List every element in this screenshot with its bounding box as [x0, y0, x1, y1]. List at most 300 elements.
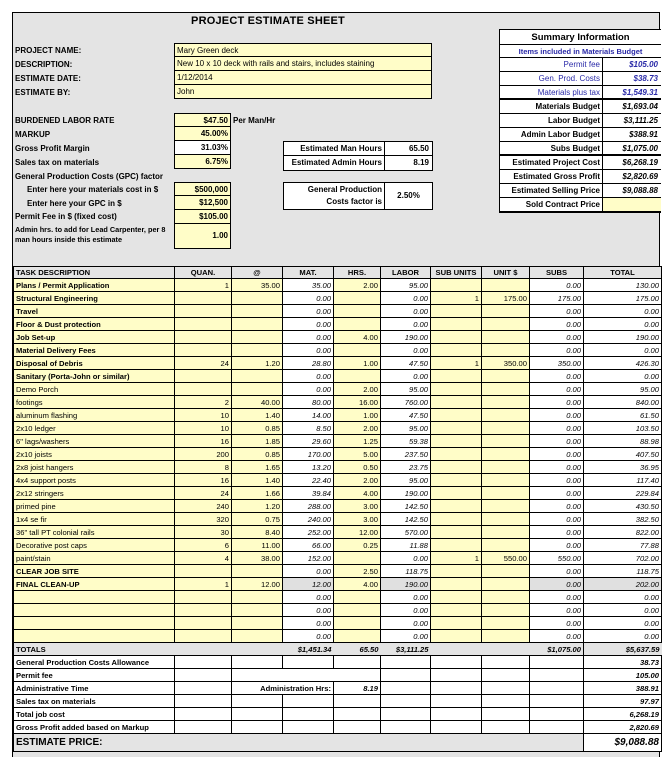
hours-cell[interactable] [334, 292, 381, 305]
task-description-cell[interactable]: Structural Engineering [14, 292, 175, 305]
hours-cell[interactable]: 2.00 [334, 279, 381, 292]
quantity-cell[interactable]: 2 [175, 396, 232, 409]
quantity-cell[interactable]: 1 [175, 578, 232, 591]
summary-row [500, 170, 661, 184]
sub-units-cell[interactable] [431, 448, 482, 461]
total-job-cost-value: 6,268.19 [584, 708, 662, 721]
task-description-cell[interactable]: Decorative post caps [14, 539, 175, 552]
summary-row-label: Admin Labor Budget [500, 128, 603, 141]
gpc-factor-value: 2.50% [397, 191, 420, 200]
labor-cell: 59.38 [381, 435, 431, 448]
unit-price-cell[interactable]: 40.00 [232, 396, 283, 409]
unit-cost-cell[interactable] [482, 422, 530, 435]
unit-price-cell[interactable] [232, 565, 283, 578]
task-description-cell[interactable]: 2x8 joist hangers [14, 461, 175, 474]
quantity-cell[interactable] [175, 604, 232, 617]
quantity-cell[interactable]: 1 [175, 279, 232, 292]
unit-cost-cell[interactable]: 550.00 [482, 552, 530, 565]
subs-cell: 0.00 [530, 578, 584, 591]
unit-price-cell[interactable]: 0.85 [232, 448, 283, 461]
table-row [14, 513, 662, 526]
hours-cell[interactable] [334, 305, 381, 318]
total-cell: 840.00 [584, 396, 662, 409]
quantity-cell[interactable]: 16 [175, 474, 232, 487]
quantity-cell[interactable]: 24 [175, 487, 232, 500]
summary-row [500, 128, 661, 142]
unit-price-cell[interactable] [232, 331, 283, 344]
hours-cell[interactable]: 3.00 [334, 500, 381, 513]
totals-hours: 65.50 [334, 643, 381, 656]
hours-cell[interactable]: 2.00 [334, 474, 381, 487]
gpc-allowance-label: General Production Costs Allowance [14, 656, 175, 669]
permit-fee-field[interactable]: $105.00 [174, 210, 231, 224]
labor-cell: 0.00 [381, 292, 431, 305]
subs-cell: 0.00 [530, 630, 584, 643]
col-header-sub-units: SUB UNITS [431, 267, 482, 279]
materials-cell: 0.00 [283, 331, 334, 344]
unit-cost-cell[interactable] [482, 344, 530, 357]
gross-profit-value: 2,820.69 [584, 721, 662, 734]
man-hours-value: 65.50 [408, 144, 429, 153]
hours-cell[interactable] [334, 370, 381, 383]
total-cell: 430.50 [584, 500, 662, 513]
materials-cost-label: Enter here your materials cost in $ [27, 185, 159, 194]
task-description-cell[interactable] [14, 591, 175, 604]
admin-time-row [14, 682, 662, 695]
materials-cell: 152.00 [283, 552, 334, 565]
subs-cell: 0.00 [530, 305, 584, 318]
hours-cell[interactable]: 4.00 [334, 578, 381, 591]
markup-field[interactable]: 45.00% [174, 127, 231, 141]
unit-cost-cell[interactable] [482, 604, 530, 617]
unit-cost-cell[interactable] [482, 526, 530, 539]
labor-cell: 118.75 [381, 565, 431, 578]
totals-labor: $3,111.25 [381, 643, 431, 656]
col-header-subs: SUBS [530, 267, 584, 279]
admin-hours-label: Estimated Admin Hours [284, 156, 385, 170]
task-description-cell[interactable]: Travel [14, 305, 175, 318]
unit-price-cell[interactable] [232, 292, 283, 305]
labor-cell: 23.75 [381, 461, 431, 474]
unit-cost-cell[interactable] [482, 565, 530, 578]
quantity-cell[interactable] [175, 617, 232, 630]
unit-price-cell[interactable]: 1.65 [232, 461, 283, 474]
totals-label: TOTALS [14, 643, 175, 656]
labor-cell: 0.00 [381, 344, 431, 357]
hours-cell[interactable]: 1.00 [334, 409, 381, 422]
summary-row-label: Estimated Gross Profit [500, 170, 603, 183]
subs-cell: 0.00 [530, 539, 584, 552]
labor-cell: 95.00 [381, 422, 431, 435]
sub-units-cell[interactable] [431, 331, 482, 344]
task-description-cell[interactable]: aluminum flashing [14, 409, 175, 422]
unit-price-cell[interactable] [232, 617, 283, 630]
sub-units-cell[interactable] [431, 318, 482, 331]
sub-units-cell[interactable]: 1 [431, 357, 482, 370]
estimate-by-label: ESTIMATE BY: [15, 88, 71, 97]
sub-units-cell[interactable] [431, 591, 482, 604]
admin-hrs-field[interactable]: 1.00 [174, 224, 231, 249]
unit-price-cell[interactable]: 0.75 [232, 513, 283, 526]
summary-row-value: $388.91 [629, 130, 658, 139]
quantity-cell[interactable]: 6 [175, 539, 232, 552]
total-cell: 0.00 [584, 617, 662, 630]
materials-cell: 29.60 [283, 435, 334, 448]
subs-cell: 0.00 [530, 487, 584, 500]
table-row [14, 409, 662, 422]
subs-cell: 0.00 [530, 331, 584, 344]
quantity-cell[interactable] [175, 565, 232, 578]
task-description-cell[interactable] [14, 604, 175, 617]
table-row [14, 435, 662, 448]
summary-row-value: $1,549.31 [622, 88, 658, 97]
description-label: DESCRIPTION: [15, 60, 73, 69]
task-description-cell[interactable]: 36" tall PT colonial rails [14, 526, 175, 539]
estimate-by-field[interactable]: John [174, 85, 432, 99]
materials-cell: 28.80 [283, 357, 334, 370]
quantity-cell[interactable]: 240 [175, 500, 232, 513]
unit-cost-cell[interactable] [482, 513, 530, 526]
subs-cell: 550.00 [530, 552, 584, 565]
unit-cost-cell[interactable] [482, 370, 530, 383]
sub-units-cell[interactable] [431, 565, 482, 578]
task-description-cell[interactable]: 6" lags/washers [14, 435, 175, 448]
sub-units-cell[interactable] [431, 487, 482, 500]
unit-price-cell[interactable]: 12.00 [232, 578, 283, 591]
subs-cell: 0.00 [530, 396, 584, 409]
summary-row-value: $1,693.04 [622, 102, 658, 111]
summary-row-value: $3,111.25 [623, 116, 658, 125]
gpc-factor-label-line2: Costs factor is [326, 197, 382, 206]
labor-cell: 11.88 [381, 539, 431, 552]
unit-cost-cell[interactable] [482, 448, 530, 461]
labor-cell: 142.50 [381, 500, 431, 513]
summary-row-label: Gen. Prod. Costs [500, 72, 603, 85]
task-description-cell[interactable]: 1x4 se fir [14, 513, 175, 526]
unit-cost-cell[interactable] [482, 435, 530, 448]
unit-cost-cell[interactable] [482, 383, 530, 396]
permit-fee-label: Permit Fee in $ (fixed cost) [15, 212, 117, 221]
sub-units-cell[interactable] [431, 409, 482, 422]
materials-cell: 252.00 [283, 526, 334, 539]
col-header-unit-price: @ [232, 267, 283, 279]
estimate-date-field[interactable]: 1/12/2014 [174, 71, 432, 85]
quantity-cell[interactable] [175, 383, 232, 396]
sub-units-cell[interactable] [431, 383, 482, 396]
unit-price-cell[interactable]: 1.20 [232, 357, 283, 370]
summary-row-value: $105.00 [629, 60, 658, 69]
total-cell: 0.00 [584, 305, 662, 318]
unit-cost-cell[interactable] [482, 409, 530, 422]
admin-hours-value: 8.19 [413, 158, 429, 167]
hours-cell[interactable]: 0.50 [334, 461, 381, 474]
unit-cost-cell[interactable] [482, 305, 530, 318]
unit-price-cell[interactable] [232, 344, 283, 357]
total-cell: 202.00 [584, 578, 662, 591]
hours-cell[interactable]: 2.00 [334, 383, 381, 396]
estimate-date-label: ESTIMATE DATE: [15, 74, 81, 83]
task-description-cell[interactable]: FINAL CLEAN-UP [14, 578, 175, 591]
labor-cell: 0.00 [381, 630, 431, 643]
summary-row [500, 58, 661, 72]
sold-contract-price-field[interactable] [603, 198, 661, 211]
unit-cost-cell[interactable] [482, 474, 530, 487]
sub-units-cell[interactable]: 1 [431, 552, 482, 565]
task-description-cell[interactable]: Floor & Dust protection [14, 318, 175, 331]
quantity-cell[interactable]: 16 [175, 435, 232, 448]
sub-units-cell[interactable] [431, 279, 482, 292]
hours-cell[interactable]: 0.25 [334, 539, 381, 552]
sub-units-cell[interactable] [431, 305, 482, 318]
task-description-cell[interactable]: CLEAR JOB SITE [14, 565, 175, 578]
unit-price-cell[interactable]: 1.85 [232, 435, 283, 448]
subs-cell: 0.00 [530, 383, 584, 396]
total-cell: 117.40 [584, 474, 662, 487]
task-description-cell[interactable]: 2x10 ledger [14, 422, 175, 435]
hours-box [283, 141, 433, 171]
unit-price-cell[interactable]: 1.40 [232, 409, 283, 422]
unit-cost-cell[interactable] [482, 630, 530, 643]
sub-units-cell[interactable] [431, 474, 482, 487]
quantity-cell[interactable]: 320 [175, 513, 232, 526]
task-description-cell[interactable]: Sanitary (Porta-John or similar) [14, 370, 175, 383]
quantity-cell[interactable] [175, 344, 232, 357]
unit-cost-cell[interactable] [482, 279, 530, 292]
summary-row-value: $6,268.19 [622, 158, 658, 167]
summary-row-value: $9,088.88 [622, 186, 658, 195]
task-description-cell[interactable]: Demo Porch [14, 383, 175, 396]
hours-cell[interactable] [334, 552, 381, 565]
sub-units-cell[interactable] [431, 630, 482, 643]
unit-cost-cell[interactable] [482, 331, 530, 344]
sub-units-cell[interactable] [431, 435, 482, 448]
materials-cell: 12.00 [283, 578, 334, 591]
unit-price-cell[interactable]: 8.40 [232, 526, 283, 539]
unit-price-cell[interactable]: 1.40 [232, 474, 283, 487]
materials-cell: 80.00 [283, 396, 334, 409]
summary-row-value: $2,820.69 [622, 172, 658, 181]
materials-cell: 0.00 [283, 604, 334, 617]
task-description-cell[interactable]: footings [14, 396, 175, 409]
subs-cell: 175.00 [530, 292, 584, 305]
hours-cell[interactable]: 12.00 [334, 526, 381, 539]
project-name-field[interactable]: Mary Green deck [174, 43, 432, 57]
unit-price-cell[interactable]: 38.00 [232, 552, 283, 565]
hours-cell[interactable] [334, 318, 381, 331]
sub-units-cell[interactable] [431, 539, 482, 552]
subs-cell: 0.00 [530, 513, 584, 526]
hours-cell[interactable]: 4.00 [334, 487, 381, 500]
hours-cell[interactable] [334, 604, 381, 617]
labor-cell: 760.00 [381, 396, 431, 409]
total-cell: 0.00 [584, 604, 662, 617]
table-header-row [14, 267, 662, 279]
total-cell: 0.00 [584, 344, 662, 357]
summary-row-label: Estimated Selling Price [500, 184, 603, 197]
materials-cell: 0.00 [283, 383, 334, 396]
sub-units-cell[interactable] [431, 396, 482, 409]
labor-cell: 95.00 [381, 279, 431, 292]
unit-cost-cell[interactable] [482, 396, 530, 409]
labor-cell: 0.00 [381, 318, 431, 331]
quantity-cell[interactable]: 30 [175, 526, 232, 539]
task-description-cell[interactable] [14, 630, 175, 643]
quantity-cell[interactable]: 10 [175, 409, 232, 422]
unit-cost-cell[interactable] [482, 617, 530, 630]
hours-cell[interactable]: 3.00 [334, 513, 381, 526]
unit-cost-cell[interactable] [482, 591, 530, 604]
gpc-factor-label-line1: General Production [307, 185, 382, 194]
sub-units-cell[interactable] [431, 344, 482, 357]
unit-price-cell[interactable]: 11.00 [232, 539, 283, 552]
summary-row-label: Subs Budget [500, 142, 603, 154]
table-row [14, 331, 662, 344]
quantity-cell[interactable]: 24 [175, 357, 232, 370]
task-description-cell[interactable]: primed pine [14, 500, 175, 513]
table-row [14, 461, 662, 474]
subs-cell: 0.00 [530, 370, 584, 383]
subs-cell: 0.00 [530, 500, 584, 513]
hours-cell[interactable] [334, 617, 381, 630]
unit-cost-cell[interactable] [482, 578, 530, 591]
unit-cost-cell[interactable] [482, 318, 530, 331]
table-row [14, 422, 662, 435]
task-description-cell[interactable]: Material Delivery Fees [14, 344, 175, 357]
table-row [14, 448, 662, 461]
gross-profit-label: Gross Profit added based on Markup [14, 721, 175, 734]
admin-hrs-inline-label: Administration Hrs: [232, 682, 334, 695]
unit-price-cell[interactable]: 1.20 [232, 500, 283, 513]
hours-cell[interactable]: 1.25 [334, 435, 381, 448]
unit-price-cell[interactable] [232, 318, 283, 331]
task-description-cell[interactable]: paint/stain [14, 552, 175, 565]
hours-cell[interactable]: 2.50 [334, 565, 381, 578]
quantity-cell[interactable] [175, 630, 232, 643]
task-description-cell[interactable]: 4x4 support posts [14, 474, 175, 487]
unit-price-cell[interactable]: 0.85 [232, 422, 283, 435]
description-field[interactable]: New 10 x 10 deck with rails and stairs, includes staining [174, 57, 432, 71]
quantity-cell[interactable]: 4 [175, 552, 232, 565]
task-description-cell[interactable]: 2x10 joists [14, 448, 175, 461]
sub-units-cell[interactable] [431, 513, 482, 526]
task-description-cell[interactable]: Job Set-up [14, 331, 175, 344]
quantity-cell[interactable]: 8 [175, 461, 232, 474]
sub-units-cell[interactable] [431, 461, 482, 474]
task-description-cell[interactable]: 2x12 stringers [14, 487, 175, 500]
task-description-cell[interactable]: Disposal of Debris [14, 357, 175, 370]
subs-cell: 0.00 [530, 474, 584, 487]
sales-tax-label: Sales tax on materials [15, 158, 100, 167]
table-row [14, 500, 662, 513]
unit-price-cell[interactable] [232, 604, 283, 617]
labor-cell: 190.00 [381, 487, 431, 500]
materials-cell: 0.00 [283, 591, 334, 604]
labor-cell: 95.00 [381, 383, 431, 396]
quantity-cell[interactable] [175, 331, 232, 344]
admin-time-label: Administrative Time [14, 682, 175, 695]
sub-units-cell[interactable] [431, 578, 482, 591]
materials-cell: 13.20 [283, 461, 334, 474]
unit-price-cell[interactable] [232, 305, 283, 318]
labor-cell: 0.00 [381, 604, 431, 617]
quantity-cell[interactable] [175, 591, 232, 604]
sub-units-cell[interactable] [431, 370, 482, 383]
materials-cell: 8.50 [283, 422, 334, 435]
sub-units-cell[interactable]: 1 [431, 292, 482, 305]
total-cell: 822.00 [584, 526, 662, 539]
unit-cost-cell[interactable]: 350.00 [482, 357, 530, 370]
unit-cost-cell[interactable] [482, 487, 530, 500]
quantity-cell[interactable]: 10 [175, 422, 232, 435]
unit-cost-cell[interactable] [482, 500, 530, 513]
hours-cell[interactable]: 2.00 [334, 422, 381, 435]
estimate-price-row [14, 734, 662, 752]
unit-cost-cell[interactable] [482, 461, 530, 474]
unit-cost-cell[interactable]: 175.00 [482, 292, 530, 305]
total-cell: 175.00 [584, 292, 662, 305]
hours-cell[interactable]: 16.00 [334, 396, 381, 409]
materials-cost-field[interactable]: $500,000 [174, 182, 231, 196]
unit-price-cell[interactable] [232, 630, 283, 643]
hours-cell[interactable] [334, 630, 381, 643]
quantity-cell[interactable]: 200 [175, 448, 232, 461]
total-cell: 0.00 [584, 318, 662, 331]
total-cell: 36.95 [584, 461, 662, 474]
materials-cell: 0.00 [283, 370, 334, 383]
hours-cell[interactable] [334, 344, 381, 357]
subs-cell: 0.00 [530, 409, 584, 422]
table-row [14, 370, 662, 383]
labor-rate-field[interactable]: $47.50 [174, 113, 231, 127]
subs-cell: 0.00 [530, 565, 584, 578]
total-cell: 0.00 [584, 591, 662, 604]
task-description-cell[interactable]: Plans / Permit Application [14, 279, 175, 292]
quantity-cell[interactable] [175, 292, 232, 305]
unit-cost-cell[interactable] [482, 539, 530, 552]
quantity-cell[interactable] [175, 318, 232, 331]
table-row [14, 318, 662, 331]
sub-units-cell[interactable] [431, 617, 482, 630]
labor-cell: 190.00 [381, 331, 431, 344]
materials-cell: 66.00 [283, 539, 334, 552]
table-row [14, 539, 662, 552]
totals-total: $5,637.59 [584, 643, 662, 656]
quantity-cell[interactable] [175, 305, 232, 318]
sub-units-cell[interactable] [431, 604, 482, 617]
task-description-cell[interactable] [14, 617, 175, 630]
unit-price-cell[interactable]: 35.00 [232, 279, 283, 292]
quantity-cell[interactable] [175, 370, 232, 383]
total-cell: 61.50 [584, 409, 662, 422]
hours-cell[interactable]: 5.00 [334, 448, 381, 461]
sub-units-cell[interactable] [431, 526, 482, 539]
subs-cell: 0.00 [530, 526, 584, 539]
table-row [14, 617, 662, 630]
sub-units-cell[interactable] [431, 500, 482, 513]
hours-cell[interactable]: 1.00 [334, 357, 381, 370]
unit-price-cell[interactable] [232, 370, 283, 383]
sales-tax-field[interactable]: 6.75% [174, 155, 231, 169]
hours-cell[interactable]: 4.00 [334, 331, 381, 344]
unit-price-cell[interactable] [232, 591, 283, 604]
unit-price-cell[interactable] [232, 383, 283, 396]
materials-cell: 0.00 [283, 617, 334, 630]
sub-units-cell[interactable] [431, 422, 482, 435]
hours-cell[interactable] [334, 591, 381, 604]
gpc-input-field[interactable]: $12,500 [174, 196, 231, 210]
totals-subs: $1,075.00 [530, 643, 584, 656]
unit-price-cell[interactable]: 1.66 [232, 487, 283, 500]
